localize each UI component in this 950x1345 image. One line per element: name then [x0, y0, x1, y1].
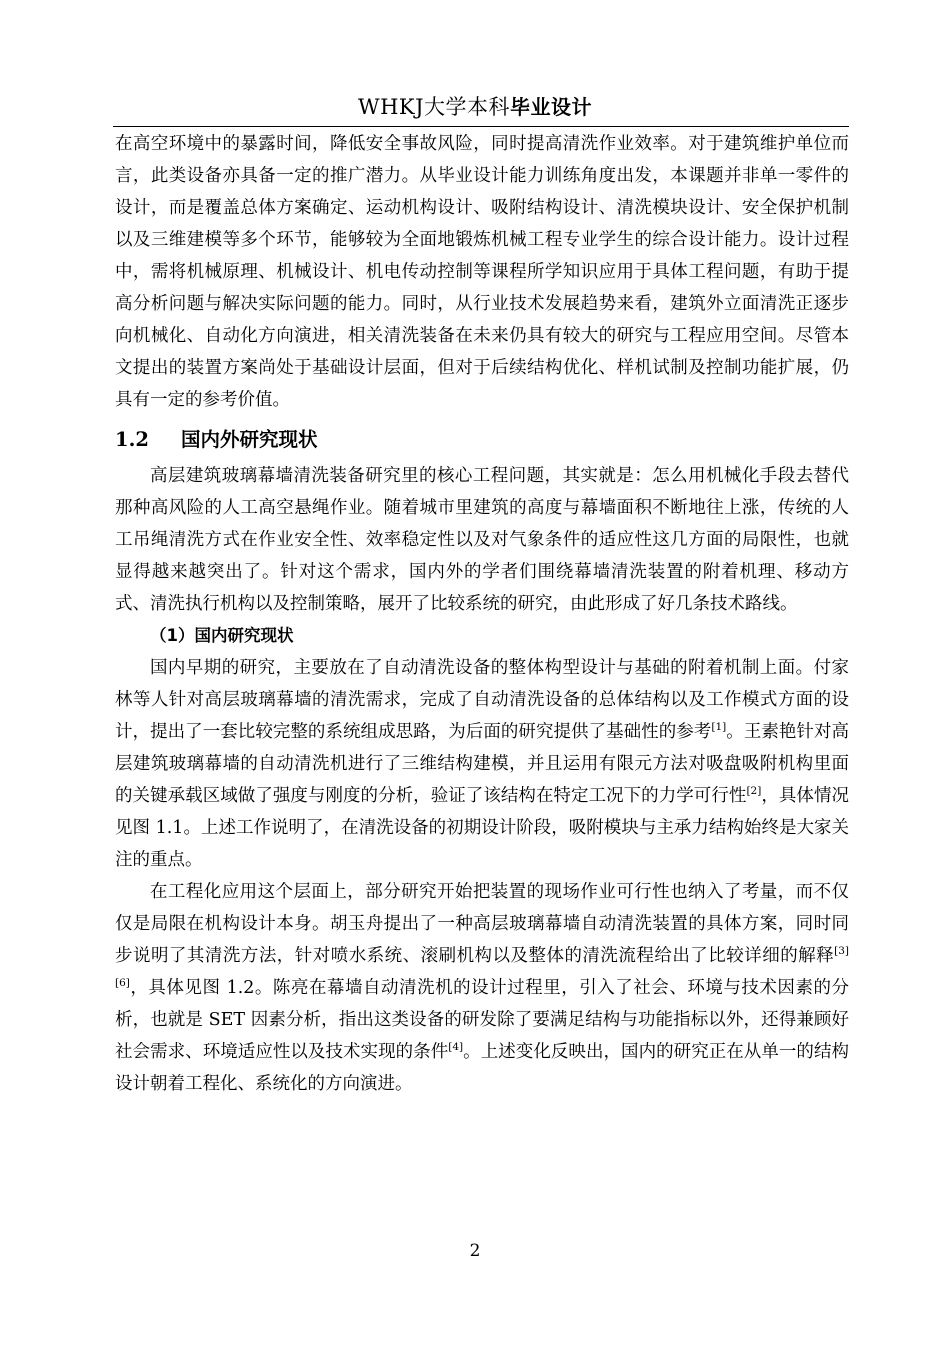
- paragraph-text: ，具体见图 1.2。陈亮在幕墙自动清洗机的设计过程里，引入了社会、环境与技术因素的分析，也就是 SET 因素分析，指出这类设备的研发除了要满足结构与功能指标以外，还得兼顾好社会需求、环境适应性以及技术实现的条件: [115, 978, 849, 1062]
- citation: [2]: [746, 785, 762, 797]
- paragraph-domestic-early: [115, 652, 849, 876]
- paragraph-domestic-engineering: [115, 876, 849, 1100]
- citation: [1]: [711, 721, 727, 733]
- header-title-suffix: 毕业设计: [510, 95, 592, 119]
- citation: [4]: [448, 1041, 464, 1053]
- paragraph-overview: 高层建筑玻璃幕墙清洗装备研究里的核心工程问题，其实就是：怎么用机械化手段去替代那种高风险的人工高空悬绳作业。随着城市里建筑的高度与幕墙面积不断地往上涨，传统的人工吊绳清洗方式在作业安全性、效率稳定性以及对气象条件的适应性这几方面的局限性，也就显得越来越突出了。针对这个需求，国内外的学者们围绕幕墙清洗装置的附着机理、移动方式、清洗执行机构以及控制策略，展开了比较系统的研究，由此形成了好几条技术路线。: [115, 466, 849, 614]
- paragraph-text: 。上述变化反映出，国内的研究正在从单一的结构设计朝着工程化、系统化的方向演进。: [115, 1042, 850, 1094]
- section-title: 国内外研究现状: [181, 428, 318, 451]
- header-rule: [113, 126, 849, 127]
- paragraph-text: 。王素艳针对高层建筑玻璃幕墙的自动清洗机进行了三维结构建模，并且运用有限元方法对吸盘吸附机构里面的关键承载区域做了强度与刚度的分析，验证了该结构在特定工况下的力学可行性: [115, 722, 850, 806]
- paragraph-text: 在工程化应用这个层面上，部分研究开始把装置的现场作业可行性也纳入了考量，而不仅仅是局限在机构设计本身。胡玉舟提出了一种高层玻璃幕墙自动清洗装置的具体方案，同时同步说明了其清洗方法，针对喷水系统、滚刷机构以及整体的清洗流程给出了比较详细的解释: [115, 882, 849, 966]
- page-number: 2: [469, 1241, 481, 1261]
- header-title-prefix: WHKJ大学本科: [357, 95, 510, 119]
- page-body: [115, 128, 849, 1100]
- page-header: [0, 92, 950, 122]
- section-number: 1.2: [115, 428, 149, 451]
- paragraph-text: ，具体情况见图 1.1。上述工作说明了，在清洗设备的初期设计阶段，吸附模块与主承力结构始终是大家关注的重点。: [115, 786, 850, 870]
- paragraph-continued: 在高空环境中的暴露时间，降低安全事故风险，同时提高清洗作业效率。对于建筑维护单位而言，此类设备亦具备一定的推广潜力。从毕业设计能力训练角度出发，本课题并非单一零件的设计，而是覆盖总体方案确定、运动机构设计、吸附结构设计、清洗模块设计、安全保护机制以及三维建模等多个环节，能够较为全面地锻炼机械工程专业学生的综合设计能力。设计过程中，需将机械原理、机械设计、机电传动控制等课程所学知识应用于具体工程问题，有助于提高分析问题与解决实际问题的能力。同时，从行业技术发展趋势来看，建筑外立面清洗正逐步向机械化、自动化方向演进，相关清洗装备在未来仍具有较大的研究与工程应用空间。尽管本文提出的装置方案尚处于基础设计层面，但对于后续结构优化、样机试制及控制功能扩展，仍具有一定的参考价值。: [115, 134, 849, 410]
- paragraph-text: 国内早期的研究，主要放在了自动清洗设备的整体构型设计与基础的附着机制上面。付家林等人针对高层玻璃幕墙的清洗需求，完成了自动清洗设备的总体结构以及工作模式方面的设计，提出了一套比较完整的系统组成思路，为后面的研究提供了基础性的参考: [115, 658, 849, 742]
- subsection-heading: （1）国内研究现状: [150, 626, 294, 645]
- citation: [3][6]: [115, 945, 849, 989]
- section-heading: [115, 416, 849, 460]
